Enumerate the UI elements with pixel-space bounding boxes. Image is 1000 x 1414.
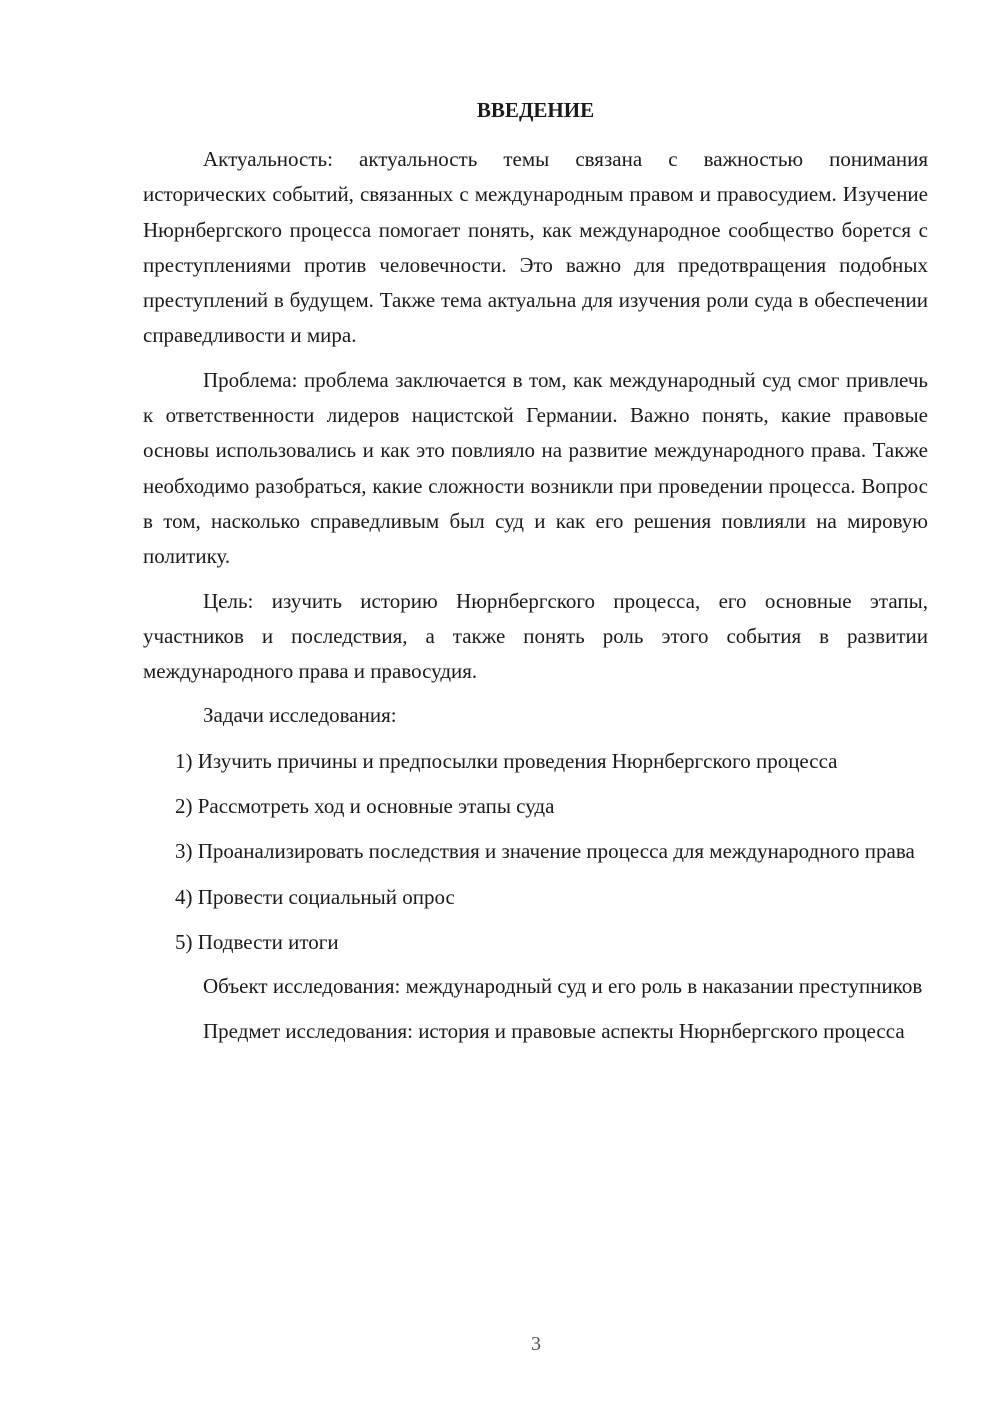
page-number: 3: [531, 1333, 541, 1355]
document-page: [143, 94, 928, 1049]
section-heading: ВВЕДЕНИЕ: [476, 98, 595, 122]
task-item: 4) Провести социальный опрос: [175, 884, 455, 909]
task-item: 1) Изучить причины и предпосылки проведения Нюрнбергского процесса: [175, 748, 838, 773]
task-item: 3) Проанализировать последствия и значение процесса для международного права: [175, 839, 915, 864]
subject-paragraph: Предмет исследования: история и правовые аспекты Нюрнбергского процесса: [203, 1018, 905, 1043]
goal-paragraph: Цель: изучить историю Нюрнбергского процесса, его основные этапы, участников и последствия, а также понять роль этого события в развитии международного права и правосудия.: [143, 588, 928, 684]
tasks-list: [143, 744, 928, 960]
relevance-paragraph: Актуальность: актуальность темы связана с важностью понимания исторических событий, связанных с международным правом и правосудием. Изучение Нюрнбергского процесса помогает понять, как международное сообщество борется с преступлениями против человечности. Это важно для предотвращения подобных преступлений в будущем. Также тема актуальна для изучения роли суда в обеспечении справедливости и мира.: [143, 147, 928, 348]
object-paragraph: Объект исследования: международный суд и его роль в наказании преступников: [203, 974, 923, 999]
tasks-title: Задачи исследования:: [203, 703, 397, 728]
problem-paragraph: Проблема: проблема заключается в том, как международный суд смог привлечь к ответственности лидеров нацистской Германии. Важно понять, какие правовые основы использовались и как это повлияло на развитие международного права. Также необходимо разобраться, какие сложности возникли при проведении процесса. Вопрос в том, насколько справедливым был суд и как его решения повлияли на мировую политику.: [143, 367, 928, 569]
task-item: 5) Подвести итоги: [175, 929, 339, 954]
task-item: 2) Рассмотреть ход и основные этапы суда: [175, 794, 555, 819]
